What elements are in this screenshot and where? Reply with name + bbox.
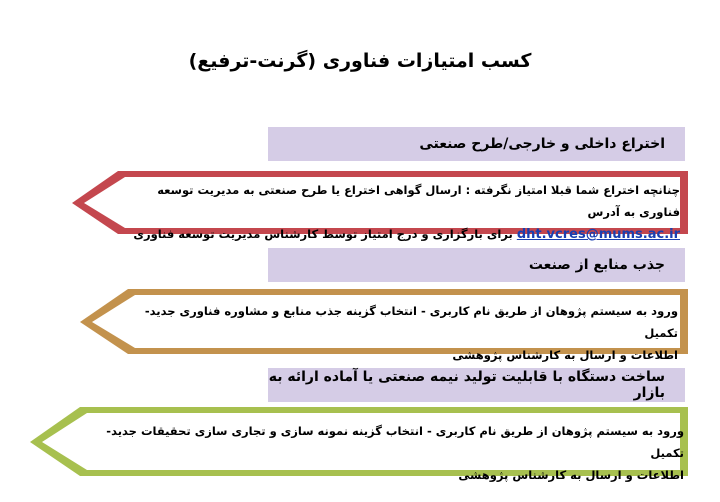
section-header-patent bbox=[268, 127, 685, 161]
info-arrow-patent bbox=[70, 170, 692, 242]
info-line-2: اطلاعات و ارسال به کارشناس پژوهشی bbox=[452, 348, 678, 362]
info-line-1: چنانچه اختراع شما قبلا امتیاز نگرفته : ارسال گواهی اختراع یا طرح صنعتی به مدیریت توسعه فناوری به آدرس bbox=[157, 183, 680, 219]
info-line-2 bbox=[120, 223, 680, 246]
info-text bbox=[120, 179, 680, 246]
section-header-label: جذب منابع از صنعت bbox=[528, 257, 665, 273]
page-title: کسب امتیازات فناوری (گرنت-ترفیع) bbox=[188, 50, 532, 72]
info-arrow-device bbox=[28, 406, 692, 482]
info-line-2-text: برای بارگزاری و درج امتیاز توسط کارشناس مدیریت توسعه فناوری bbox=[133, 227, 513, 241]
section-header-industry bbox=[268, 248, 685, 282]
info-line-1: ورود به سیستم پژوهان از طریق نام کاربری - انتخاب گزینه نمونه سازی و تجاری سازی تحقیقات جدید- تکمیل bbox=[106, 424, 684, 460]
email-link[interactable]: dht.vcres@mums.ac.ir bbox=[516, 227, 680, 242]
info-line-1: ورود به سیستم پژوهان از طریق نام کاربری - انتخاب گزینه جذب منابع و مشاوره فناوری جدید- تکمیل bbox=[144, 304, 678, 340]
info-line-2: اطلاعات و ارسال به کارشناس پژوهشی bbox=[458, 468, 684, 482]
section-header-device bbox=[268, 368, 685, 402]
section-header-label: ساخت دستگاه با قابلیت تولید نیمه صنعتی یا آماده ارائه به بازار bbox=[268, 369, 665, 401]
section-header-label: اختراع داخلی و خارجی/طرح صنعتی bbox=[419, 136, 665, 152]
info-arrow-industry bbox=[78, 288, 692, 362]
info-text bbox=[84, 420, 684, 486]
info-text bbox=[133, 300, 678, 366]
